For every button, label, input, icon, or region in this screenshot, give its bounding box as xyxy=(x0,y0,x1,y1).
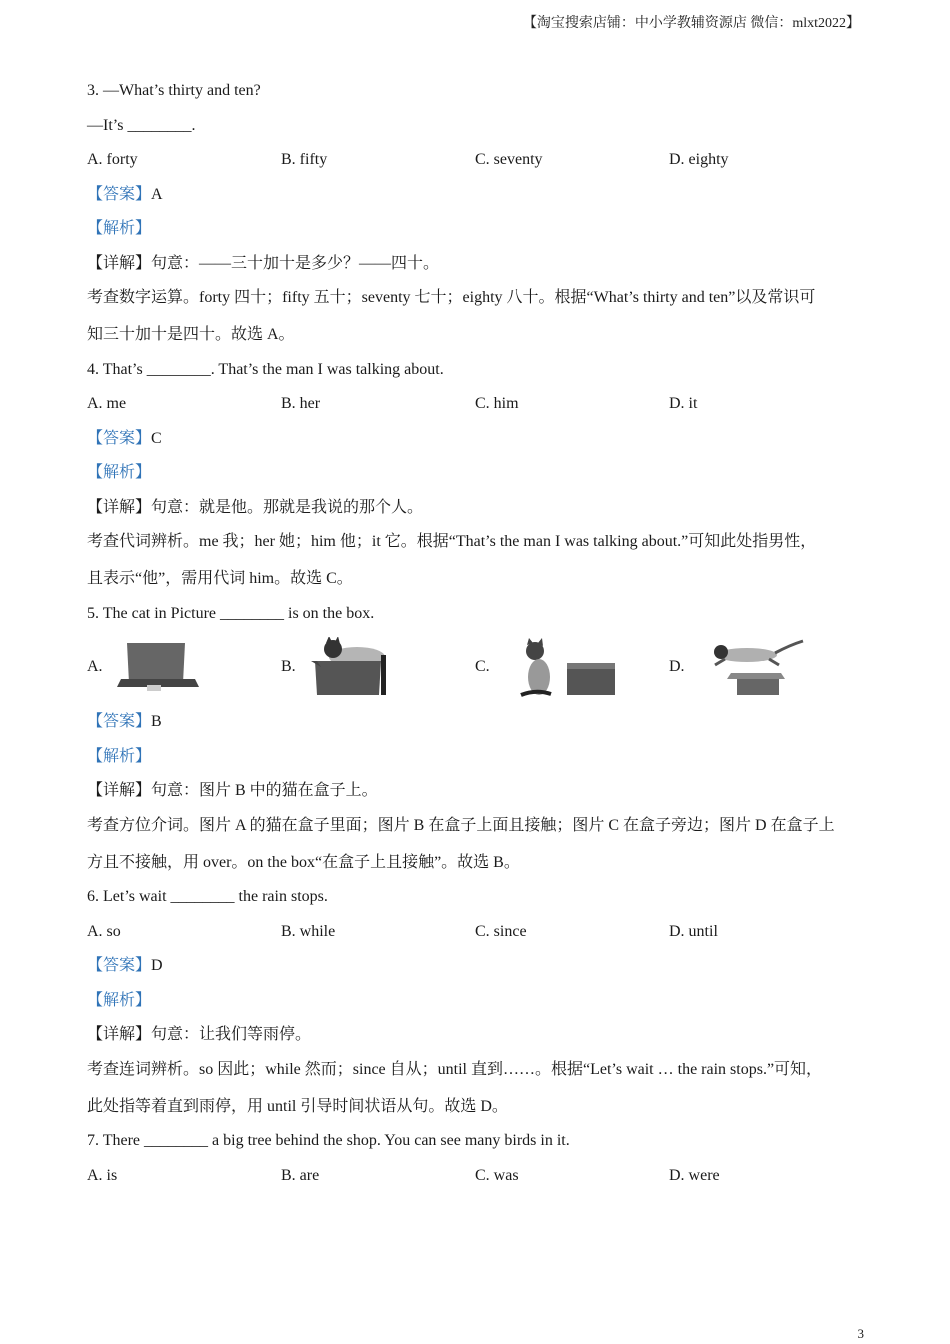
page-header: 【淘宝搜索店铺：中小学教辅资源店 微信：mlxt2022】 xyxy=(522,16,860,31)
q5-option-d xyxy=(669,637,863,697)
q4-option-b: B. her xyxy=(281,395,321,412)
q3-explanation-1: 考查数字运算。forty 四十；fifty 五十；seventy 七十；eighty 八十。根据“What’s thirty and ten”以及常识可 xyxy=(87,289,816,306)
q4-answer: C xyxy=(151,429,162,447)
q3-option-c: C. seventy xyxy=(475,151,543,168)
q5-analysis-tag: 【解析】 xyxy=(87,747,152,765)
q5-explanation-1: 考查方位介词。图片 A 的猫在盒子里面；图片 B 在盒子上面且接触；图片 C 在盒子旁边；图片 D 在盒子上 xyxy=(87,816,835,834)
q6-option-c: C. since xyxy=(475,922,527,940)
q4-option-d: D. it xyxy=(669,395,698,412)
q6-options xyxy=(87,919,867,954)
q5-option-c-label: C. xyxy=(475,658,490,675)
q6-analysis-tag: 【解析】 xyxy=(87,991,152,1009)
q4-answer-line xyxy=(87,426,867,461)
q3-option-a: A. forty xyxy=(87,151,138,168)
q4-explanation-1: 考查代词辨析。me 我；her 她；him 他；it 它。根据“That’s the man I was talking about.”可知此处指男性， xyxy=(87,533,817,550)
q5-explanation-2: 方且不接触，用 over。on the box“在盒子上且接触”。故选 B。 xyxy=(87,853,520,871)
q5-stem: 5. The cat in Picture ________ is on the box. xyxy=(87,604,375,622)
q7-stem: 7. There ________ a big tree behind the shop. You can see many birds in it. xyxy=(87,1132,570,1149)
q6-option-a: A. so xyxy=(87,922,121,940)
q3-detail: 【详解】句意：——三十加十是多少？——四十。 xyxy=(87,254,440,272)
answer-tag: 【答案】 xyxy=(87,429,152,447)
answer-tag: 【答案】 xyxy=(87,957,152,974)
q3-explanation-2: 知三十加十是四十。故选 A。 xyxy=(87,326,295,343)
q3-option-b: B. fifty xyxy=(281,151,328,168)
q4-explanation-2: 且表示“他”，需用代词 him。故选 C。 xyxy=(87,570,353,587)
q7-option-d: D. were xyxy=(669,1166,720,1184)
q3-stem: 3. —What’s thirty and ten? xyxy=(87,82,261,99)
q5-option-d-label: D. xyxy=(669,658,685,675)
q4-detail: 【详解】句意：就是他。那就是我说的那个人。 xyxy=(87,498,424,516)
cat-on-box-picture xyxy=(307,637,397,697)
page-number: 3 xyxy=(857,1326,864,1341)
q6-explanation-1: 考查连词辨析。so 因此；while 然而；since 自从；until 直到……。根据“Let’s wait … the rain stops.”可知， xyxy=(87,1060,823,1078)
q4-analysis-tag: 【解析】 xyxy=(87,464,152,481)
q3-stem-blank: —It’s ________. xyxy=(87,116,196,134)
document-body xyxy=(87,78,867,1197)
q6-option-d: D. until xyxy=(669,922,718,940)
q4-options xyxy=(87,391,867,426)
q7-option-c: C. was xyxy=(475,1166,519,1184)
cat-over-box-picture xyxy=(695,637,805,697)
q4-stem: 4. That’s ________. That’s the man I was talking about. xyxy=(87,360,444,378)
q6-answer: D xyxy=(151,957,163,974)
q5-option-a-label: A. xyxy=(87,658,103,675)
answer-tag: 【答案】 xyxy=(87,713,152,730)
q5-option-b xyxy=(281,637,475,697)
q5-picture-options xyxy=(87,637,867,697)
q7-option-a: A. is xyxy=(87,1166,118,1184)
q5-detail: 【详解】句意：图片 B 中的猫在盒子上。 xyxy=(87,782,378,799)
cat-in-box-picture xyxy=(113,639,203,695)
q7-options xyxy=(87,1163,867,1198)
q6-explanation-2: 此处指等着直到雨停，用 until 引导时间状语从句。故选 D。 xyxy=(87,1097,508,1115)
q5-answer: B xyxy=(151,713,162,730)
q6-stem: 6. Let’s wait ________ the rain stops. xyxy=(87,888,328,905)
answer-tag: 【答案】 xyxy=(87,185,152,203)
q3-options xyxy=(87,147,867,182)
q6-detail: 【详解】句意：让我们等雨停。 xyxy=(87,1026,312,1043)
q5-answer-line xyxy=(87,709,867,744)
q3-answer-line xyxy=(87,182,867,217)
q6-option-b: B. while xyxy=(281,922,336,940)
q5-option-a xyxy=(87,639,281,695)
q4-option-a: A. me xyxy=(87,395,127,412)
q3-analysis-tag: 【解析】 xyxy=(87,220,152,237)
q4-option-c: C. him xyxy=(475,395,519,412)
q7-option-b: B. are xyxy=(281,1166,320,1184)
q3-option-d: D. eighty xyxy=(669,151,729,168)
q5-option-b-label: B. xyxy=(281,658,296,675)
q5-option-c xyxy=(475,637,669,697)
q3-answer: A xyxy=(151,185,163,203)
cat-beside-box-picture xyxy=(501,637,621,697)
q6-answer-line xyxy=(87,953,867,988)
